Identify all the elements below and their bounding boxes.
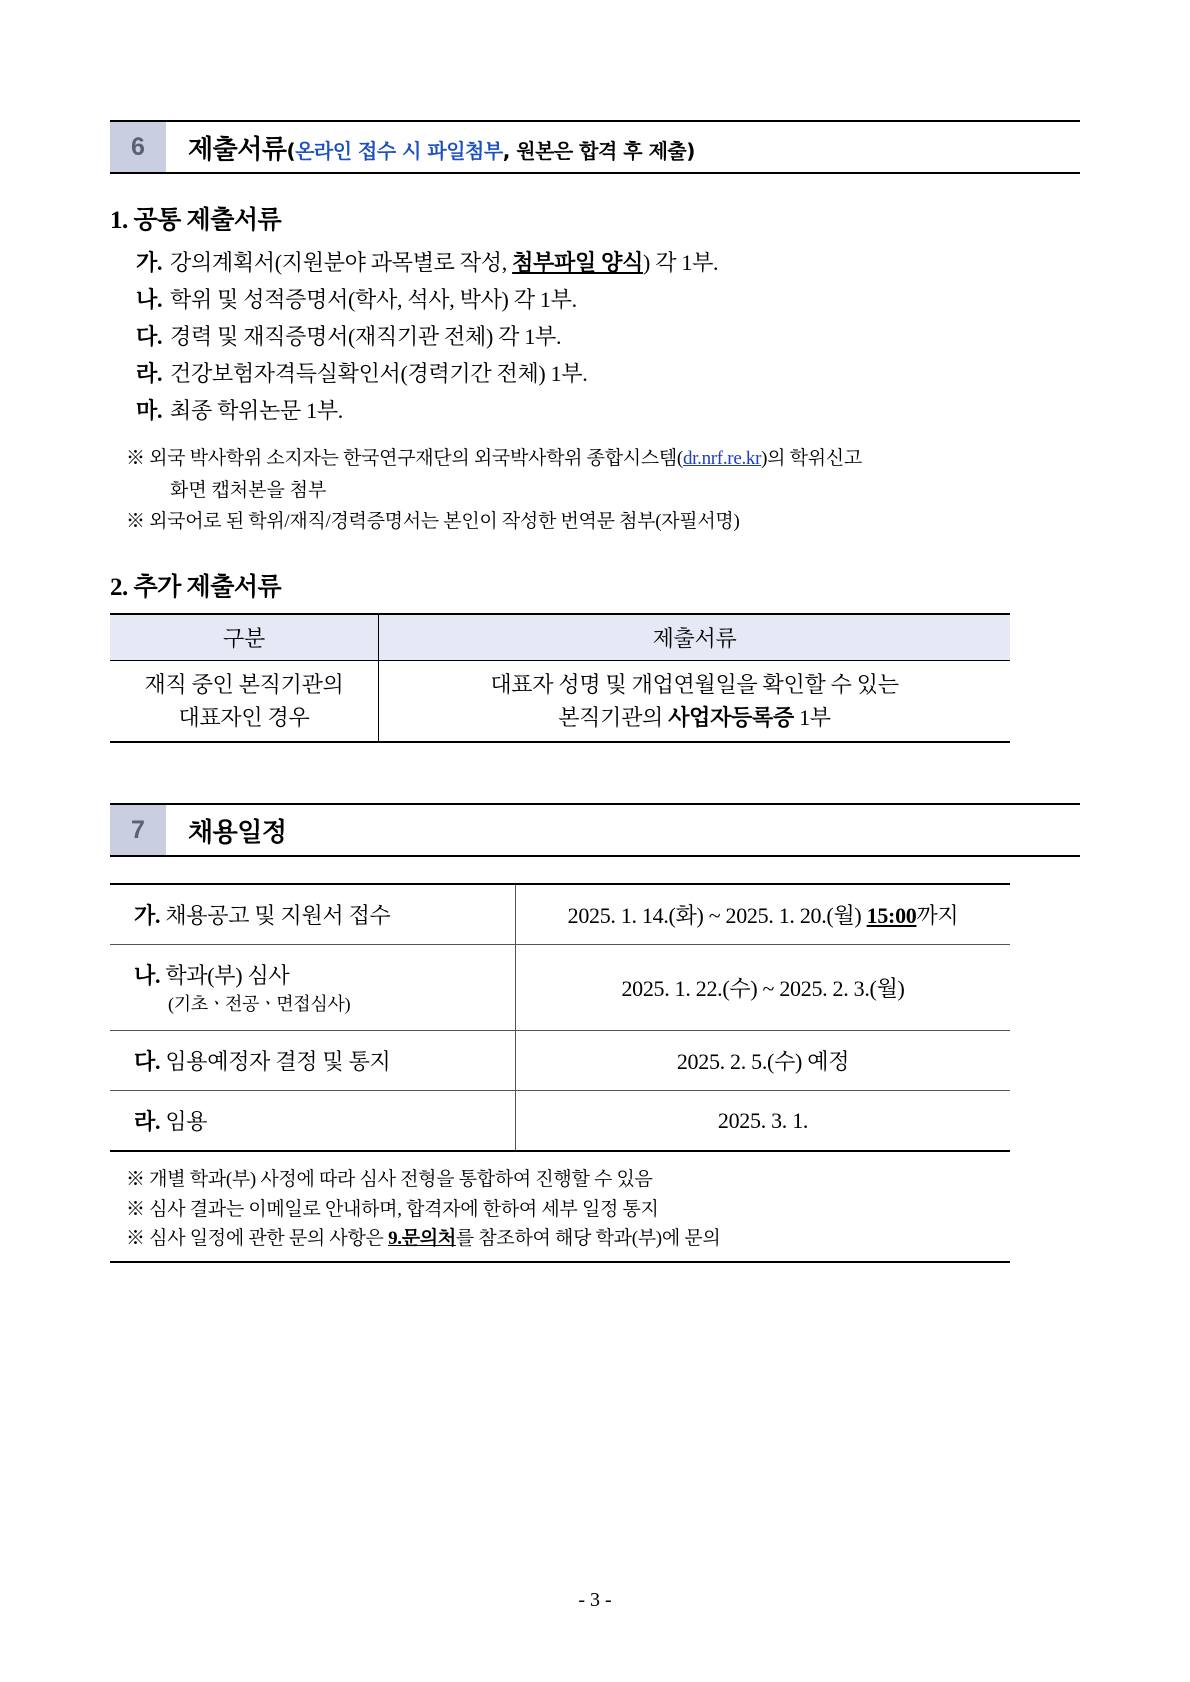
table-cell-category (110, 661, 379, 743)
schedule-label-cell (110, 1031, 516, 1091)
section-7-header (110, 803, 1080, 857)
section-6-title (166, 129, 695, 166)
note-link[interactable]: dr.nrf.re.kr (682, 448, 762, 469)
subsection-additional-documents-title: 2. 추가 제출서류 (110, 574, 282, 602)
schedule-label-cell (110, 1091, 516, 1152)
section-6-title-main: 제출서류 (188, 134, 287, 165)
schedule-item-label: 다. (134, 1049, 161, 1075)
subsection-common-documents-title: 1. 공통 제출서류 (110, 207, 282, 234)
list-item (110, 394, 1080, 425)
table-row (110, 884, 1010, 945)
table-header-documents: 제출서류 (379, 614, 1011, 661)
list-item-label: 가. (136, 250, 163, 275)
list-item-text-post: ) 각 1부. (643, 250, 719, 275)
schedule-value-cell (516, 945, 1011, 1031)
section-6-title-blue: 온라인 접수 시 파일첨부 (295, 138, 503, 163)
section-6-number: 6 (110, 122, 166, 172)
table-cell-documents-line2-bold: 사업자등록증 (668, 705, 794, 731)
table-cell-documents-line2-post: 1부 (793, 705, 831, 731)
note-text-pre: ※ 외국 박사학위 소지자는 한국연구재단의 외국박사학위 종합시스템( (126, 448, 683, 469)
schedule-label-cell (110, 884, 516, 945)
schedule-value-cell (516, 1091, 1011, 1152)
list-item-label: 라. (136, 361, 163, 386)
schedule-value-pre: 2025. 3. 1. (717, 1107, 809, 1133)
schedule-note-3 (110, 1225, 1080, 1253)
schedule-note-3-pre: ※ 심사 일정에 관한 문의 사항은 (126, 1228, 389, 1250)
schedule-value-post: 까지 (916, 903, 959, 929)
schedule-item-name: 임용예정자 결정 및 통지 (165, 1049, 391, 1075)
schedule-item-label: 가. (134, 903, 161, 929)
schedule-value-underline: 15:00 (866, 903, 917, 929)
table-cell-documents (379, 661, 1011, 743)
section-6-title-rest: , 원본은 합격 후 제출) (502, 138, 695, 163)
list-item-label: 나. (136, 287, 163, 312)
schedule-item-name: 채용공고 및 지원서 접수 (165, 903, 391, 929)
table-header-category: 구분 (110, 614, 379, 661)
list-item-text-pre: 건강보험자격득실확인서(경력기간 전체) 1부. (170, 361, 588, 386)
section-6-header (110, 120, 1080, 174)
schedule-label-cell (110, 945, 516, 1031)
recruitment-schedule-table (110, 883, 1010, 1152)
table-row (110, 1031, 1010, 1091)
table-row (110, 945, 1010, 1031)
schedule-item-subnote: (기초ㆍ전공ㆍ면접심사) (168, 994, 351, 1015)
schedule-note-3-bold: 9.문의처 (388, 1228, 456, 1250)
page-number: - 3 - (578, 1589, 612, 1611)
list-item (110, 283, 1080, 314)
table-cell-documents-line2-pre: 본직기관의 (558, 705, 669, 731)
list-item-text-bold: 첨부파일 양식 (512, 250, 644, 275)
schedule-value-pre: 2025. 2. 5.(수) 예정 (676, 1049, 850, 1075)
table-row (110, 661, 1010, 743)
schedule-value-cell (516, 1031, 1011, 1091)
schedule-value-cell (516, 884, 1011, 945)
list-item-text-pre: 강의계획서(지원분야 과목별로 작성, (170, 250, 513, 275)
table-header-row (110, 614, 1010, 661)
schedule-note-3-post: 를 참조하여 해당 학과(부)에 문의 (455, 1228, 721, 1250)
section-7-number: 7 (110, 805, 166, 855)
additional-documents-table (110, 613, 1010, 743)
table-row (110, 1091, 1010, 1152)
list-item-text-pre: 학위 및 성적증명서(학사, 석사, 박사) 각 1부. (170, 287, 577, 312)
note-foreign-degree-continued: 화면 캡처본을 첨부 (170, 479, 327, 501)
note-text-post: )의 학위신고 (761, 448, 862, 469)
list-item-label: 다. (136, 324, 163, 349)
schedule-item-label: 라. (134, 1109, 161, 1135)
note-translation: ※ 외국어로 된 학위/재직/경력증명서는 본인이 작성한 번역문 첨부(자필서명) (126, 510, 740, 532)
section-7-title: 채용일정 (188, 817, 287, 848)
table-cell-documents-line1: 대표자 성명 및 개업연월일을 확인할 수 있는 (490, 672, 899, 698)
section-6-title-bracket-open: ( (286, 138, 296, 163)
list-item (110, 246, 1080, 277)
schedule-value-pre: 2025. 1. 14.(화) ~ 2025. 1. 20.(월) (567, 903, 867, 929)
note-foreign-degree (110, 445, 1080, 473)
list-item (110, 357, 1080, 388)
schedule-item-label: 나. (134, 963, 161, 989)
table-cell-category-line1: 재직 중인 본직기관의 (144, 672, 344, 698)
schedule-note-2: ※ 심사 결과는 이메일로 안내하며, 합격자에 한하여 세부 일정 통지 (126, 1198, 659, 1220)
bottom-divider (110, 1261, 1010, 1263)
table-cell-category-line2: 대표자인 경우 (178, 705, 310, 731)
list-item-text-pre: 최종 학위논문 1부. (170, 398, 343, 423)
schedule-value-pre: 2025. 1. 22.(수) ~ 2025. 2. 3.(월) (621, 976, 905, 1002)
schedule-item-name: 학과(부) 심사 (165, 963, 290, 989)
list-item-text-pre: 경력 및 재직증명서(재직기관 전체) 각 1부. (170, 324, 562, 349)
schedule-item-name: 임용 (165, 1109, 208, 1135)
list-item (110, 320, 1080, 351)
list-item-label: 마. (136, 398, 163, 423)
schedule-note-1: ※ 개별 학과(부) 사정에 따라 심사 전형을 통합하여 진행할 수 있음 (126, 1169, 653, 1191)
